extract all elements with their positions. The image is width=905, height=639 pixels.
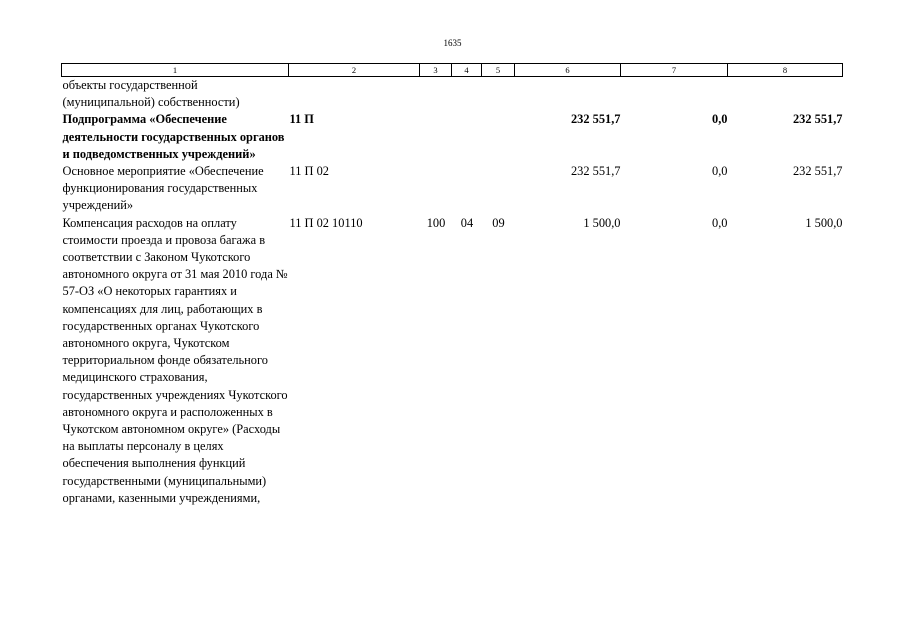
column-header: 7 bbox=[621, 64, 728, 77]
row-c6: 1 500,0 bbox=[583, 215, 621, 230]
row-c3 bbox=[420, 111, 452, 163]
row-name: Подпрограмма «Обеспечение деятельности государственных органов и подведомственных учреждений» bbox=[62, 112, 285, 161]
table-row bbox=[62, 163, 843, 215]
row-c7 bbox=[621, 77, 728, 112]
column-header: 3 bbox=[420, 64, 452, 77]
row-c6: 232 551,7 bbox=[570, 164, 621, 179]
row-c3 bbox=[420, 163, 452, 215]
row-c5 bbox=[482, 111, 515, 163]
row-c3: 100 bbox=[426, 215, 446, 230]
row-c8 bbox=[728, 77, 843, 112]
table-row bbox=[62, 111, 843, 163]
row-c5: 09 bbox=[492, 215, 505, 230]
row-code: 11 П 02 10110 bbox=[289, 215, 363, 230]
column-header: 4 bbox=[452, 64, 482, 77]
row-c5 bbox=[482, 163, 515, 215]
row-c8: 232 551,7 bbox=[792, 112, 843, 127]
row-name: Основное мероприятие «Обеспечение функционирования государственных учреждений» bbox=[62, 164, 264, 213]
row-c8: 1 500,0 bbox=[805, 215, 843, 230]
row-c5 bbox=[482, 77, 515, 112]
row-c7: 0,0 bbox=[712, 112, 728, 127]
column-header: 6 bbox=[515, 64, 621, 77]
row-c4 bbox=[452, 163, 482, 215]
row-name: Компенсация расходов на оплату стоимости проезда и провоза багажа в соответствии с Законом Чукотского автономного округа от 31 мая 2010 года № 57-ОЗ «О некоторых гарантиях и компенсациях для лиц, работающих в государственных органах Чукотского автономного округа, Чукотском территориальном фонде обязательного медицинского страхования, государственных учреждениях Чукотского автономного округа и расположенных в Чукотском автономном округе» (Расходы на выплаты персоналу в целях обеспечения выполнения функций государственными (муниципальными) органами, казенными учреждениями, bbox=[62, 215, 288, 505]
table-row bbox=[62, 215, 843, 507]
row-c7: 0,0 bbox=[712, 164, 728, 179]
row-c4: 04 bbox=[460, 215, 474, 230]
row-c4 bbox=[452, 77, 482, 112]
budget-table bbox=[61, 63, 843, 507]
row-c6: 232 551,7 bbox=[570, 112, 621, 127]
row-c8: 232 551,7 bbox=[792, 164, 843, 179]
column-header: 5 bbox=[482, 64, 515, 77]
column-header: 1 bbox=[62, 64, 289, 77]
row-code: 11 П 02 bbox=[289, 164, 329, 179]
page-number: 1635 bbox=[443, 38, 462, 48]
row-code: 11 П bbox=[289, 112, 314, 127]
row-name: объекты государственной (муниципальной) собственности) bbox=[62, 78, 240, 110]
column-number-header-row bbox=[62, 64, 843, 77]
row-c4 bbox=[452, 111, 482, 163]
column-header: 2 bbox=[289, 64, 420, 77]
column-header: 8 bbox=[728, 64, 843, 77]
row-c7: 0,0 bbox=[712, 215, 728, 230]
row-code bbox=[289, 77, 420, 112]
row-c6 bbox=[515, 77, 621, 112]
row-c3 bbox=[420, 77, 452, 112]
table-row bbox=[62, 77, 843, 112]
